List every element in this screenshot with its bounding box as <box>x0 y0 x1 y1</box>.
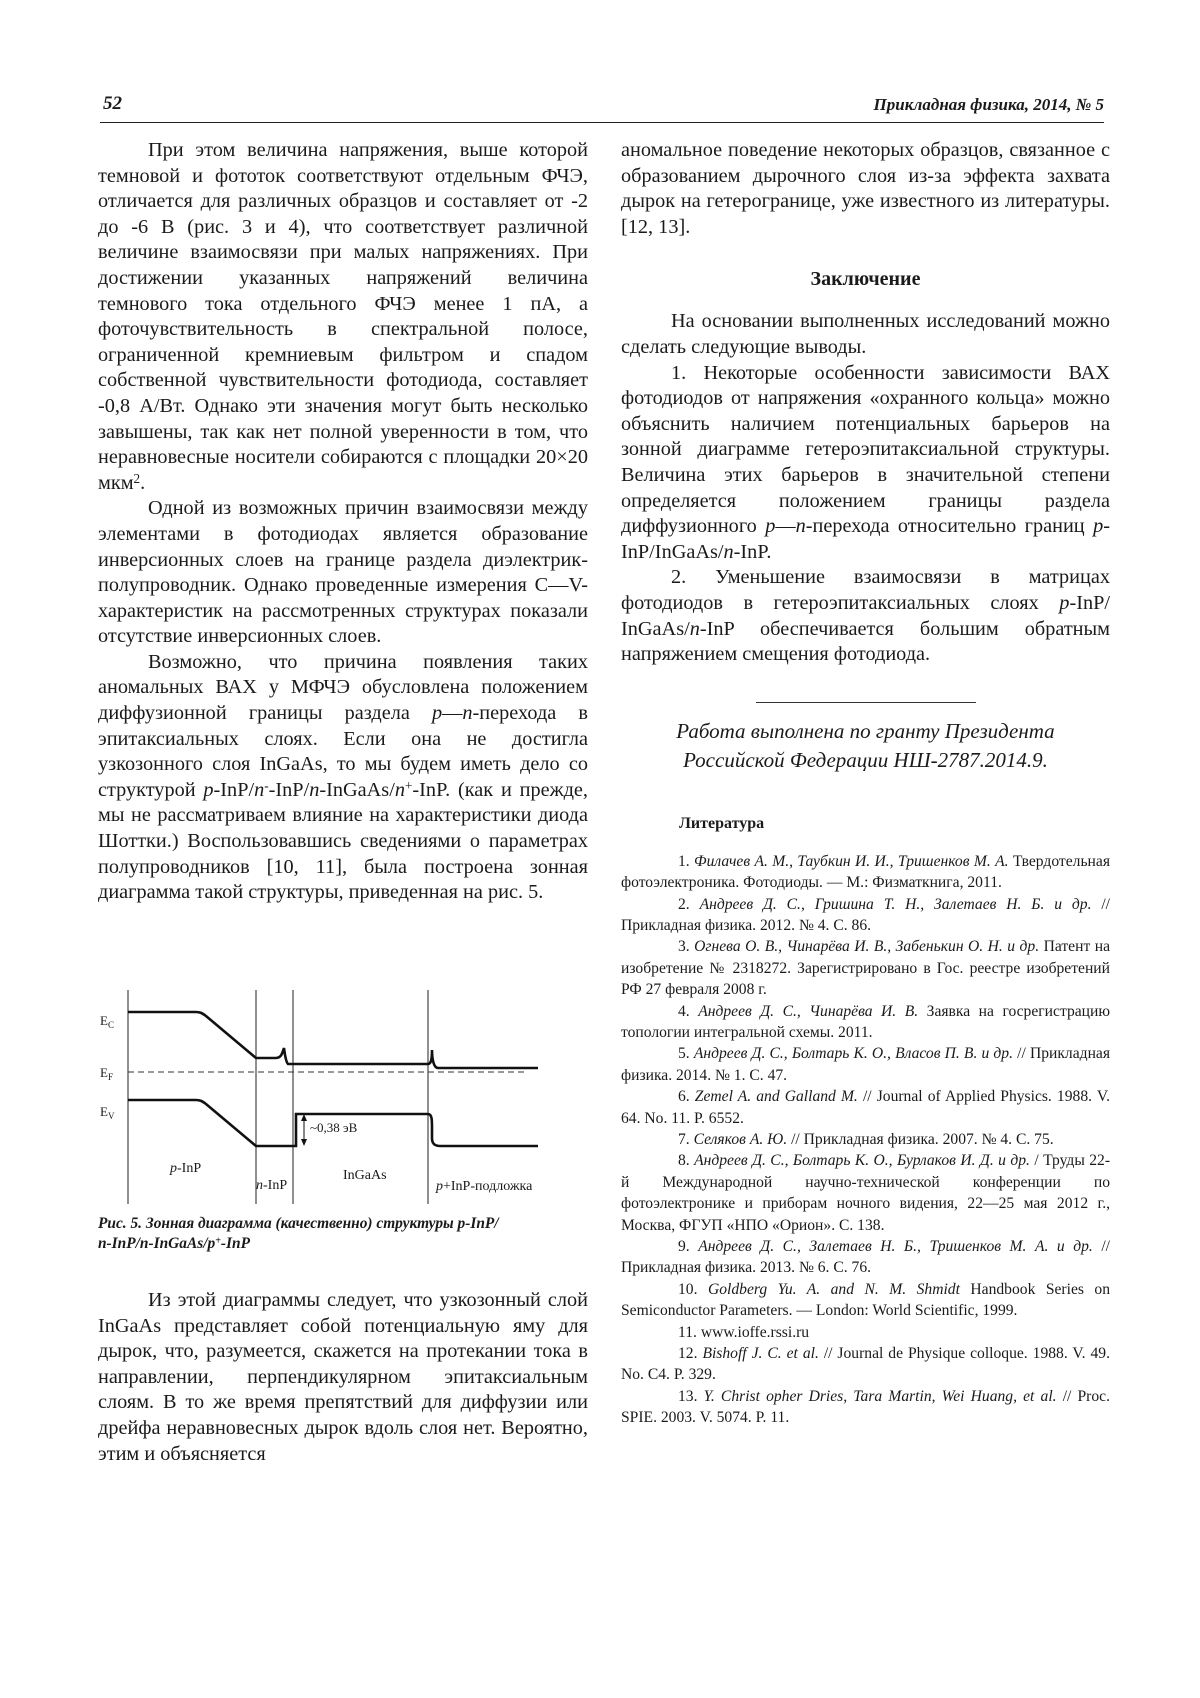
left-p3-s7sup: + <box>404 777 413 793</box>
left-p1-sup: 2 <box>133 470 141 486</box>
gap-label: ~0,38 эВ <box>310 1120 358 1135</box>
reference-number: 3. <box>678 938 695 956</box>
c2-n2: n <box>723 540 734 563</box>
left-p1-text: При этом величина напряжения, выше которой темновой и фототок соответствуют отдельным ФЧЭ, отличается для различных образцов и составляет от -2 до -6 В (рис. 3 и 4), что соответствует различной величине взаимосвязи при малых напряжениях. При достижении указанных напряжений величина темнового тока отдельного ФЧЭ менее 1 пА, а фоточувствительность в спектральной полосе, ограниченной кремниевым фильтром и спадом собственной чувствительности фотодиода, составляет -0,8 А/Вт. Однако эти значения могут быть несколько завышены, так как нет полной уверенности в том, что неравновесные носители собираются с площадки 20×20 мкм <box>98 139 588 494</box>
p-inp-label: p-InP <box>170 1161 202 1176</box>
reference-details: // Journal of Applied Physics. 1988. V. 64. No. 11. P. 6552. <box>621 1088 1110 1127</box>
c2-p2: p <box>1093 515 1104 538</box>
c3-b: -InP/ InGaAs/ <box>621 591 1110 640</box>
left-p3-n: n <box>462 702 473 725</box>
reference-item <box>621 1001 1110 1044</box>
reference-authors: Филачев А. М., Таубкин И. И., Тришенков М. А. <box>694 852 1009 870</box>
caption-part-c: -InP <box>220 1235 250 1252</box>
reference-item <box>621 1322 1110 1343</box>
caption-sup: + <box>215 1235 221 1247</box>
ev-label: $E_V$ <box>100 1104 115 1121</box>
ef-label: $E_F$ <box>100 1065 113 1082</box>
figure-caption <box>98 1214 588 1254</box>
reference-authors: Андреев Д. С., Залетаев Н. Б., Тришенков М. А. и др. <box>698 1238 1093 1255</box>
left-p3-b: -перехода в эпитаксиальных слоях. Если она не достигла узкозонного слоя InGaAs, то мы будем иметь дело со структурой <box>98 702 588 801</box>
reference-details: // Прикладная физика. 2007. № 4. С. 75. <box>787 1130 1054 1148</box>
c2-a: 1. Некоторые особенности зависимости ВАХ фотодиодов от напряжения «охранного кольца» можно объяснить наличием потенциальных барьеров на зонной диаграмме гетероэпитаксиальной структуры. Величина этих барьеров в значительной степени определяется положением границы раздела диффузионного <box>621 361 1110 538</box>
c3-a: 2. Уменьшение взаимосвязи в матрицах фотодиодов в гетероэпитаксиальных слоях <box>621 566 1110 614</box>
figure-caption-text <box>98 1214 588 1254</box>
reference-details: Патент на изобретение № 2318272. Зарегистрировано в Гос. реестре изобретений РФ 27 февраля 2008 г. <box>621 938 1110 999</box>
reference-authors: Андреев Д. С., Болтарь К. О., Бурлаков И. Д. и др. <box>694 1152 1030 1170</box>
reference-authors: Zemel A. and Galland M. <box>694 1088 858 1106</box>
reference-item <box>621 936 1110 1000</box>
reference-details: // Proc. SPIE. 2003. V. 5074. P. 11. <box>621 1387 1110 1427</box>
left-p3-a: Возможно, что причина появления таких аномальных ВАХ у МФЧЭ обусловлена положением диффузионной границы раздела <box>98 650 588 725</box>
reference-number: 9. <box>678 1238 699 1255</box>
reference-item <box>621 1343 1110 1386</box>
reference-details: Handbook Series on Semiconductor Parameters. — London: World Scientific, 1999. <box>621 1280 1111 1320</box>
left-p3-s6: -InGaAs/ <box>319 778 395 801</box>
reference-authors: Огнева О. В., Чинарёва И. В., Забенькин О. Н. и др. <box>694 938 1040 956</box>
reference-number: 1. <box>678 852 695 870</box>
gap-arrow-down <box>301 1139 307 1146</box>
reference-number: 12. <box>678 1345 703 1363</box>
reference-details: // Прикладная физика. 2013. № 6. С. 76. <box>621 1238 1110 1277</box>
left-p3-s7: n <box>394 778 405 801</box>
grant-line-1: Работа выполнена по гранту Президента <box>676 718 1055 743</box>
left-p3-s3sup: - <box>264 777 269 793</box>
reference-authors: Goldberg Yu. A. and N. M. Shmidt <box>707 1280 960 1298</box>
caption-part-b: n-InP/n-InGaAs/p <box>98 1235 216 1252</box>
left-column-bottom <box>98 1288 588 1467</box>
reference-item <box>621 894 1110 937</box>
n-inp-label: n-InP <box>256 1178 288 1193</box>
reference-item <box>621 1043 1110 1086</box>
left-p3-p: p <box>431 702 443 725</box>
reference-authors: Андреев Д. С., Чинарёва И. В. <box>698 1002 919 1020</box>
reference-details: // Прикладная физика. 2012. № 4. С. 86. <box>621 895 1110 934</box>
substrate-label: p+InP-подложка <box>436 1179 533 1194</box>
left-p3-s8: -InP. (как и прежде, мы не рассматриваем влияние на характеристики диода Шоттки.) Воспользовавшись сведениями о параметрах полупроводников [10, 11], была построена зонная диаграмма такой структуры, приведенная на рис. 5. <box>98 778 589 904</box>
reference-item <box>621 851 1110 894</box>
reference-item <box>621 1386 1110 1429</box>
c3-p: p <box>1059 591 1070 614</box>
conclusion-heading: Заключение <box>810 268 921 291</box>
conclusion-intro: На основании выполненных исследований можно сделать следующие выводы. <box>621 310 1110 358</box>
reference-details: // Прикладная физика. 2014. № 1. С. 47. <box>621 1045 1111 1084</box>
references-list <box>621 851 1110 1429</box>
caption-part-a: Рис. 5. Зонная диаграмма (качественно) структуры p-InP/ <box>98 1215 499 1232</box>
left-column <box>98 138 588 906</box>
reference-item <box>621 1279 1110 1322</box>
conduction-band <box>128 1012 538 1068</box>
grant-line-2: Российской Федерации НШ-2787.2014.9. <box>683 747 1048 772</box>
reference-item <box>621 1236 1110 1279</box>
left-paragraph-4: Из этой диаграммы следует, что узкозонный слой InGaAs представляет собой потенциальную яму для дырок, что, разумеется, скажется на протекании тока в направлении, перпендикулярном эпитаксиальным слоям. В то же время препятствий для диффузии или дрейфа неравновесных дырок вдоль слоя нет. Вероятно, этим и объясняется <box>98 1289 588 1465</box>
c2-d: -InP. <box>733 540 772 563</box>
c3-n: n <box>689 617 700 640</box>
conclusion-item-2 <box>621 565 1110 667</box>
reference-item <box>621 1086 1110 1129</box>
c2-c: -InP/InGaAs/ <box>621 515 1110 563</box>
left-p3-dash: — <box>442 702 463 725</box>
c2-n: n <box>795 515 806 538</box>
c2-b: -перехода относительно границ <box>805 515 1094 538</box>
right-column <box>621 138 1110 1429</box>
reference-details: www.ioffe.rssi.ru <box>700 1323 810 1341</box>
reference-details: // Journal de Physique colloque. 1988. V. 49. No. C4. P. 329. <box>621 1345 1110 1384</box>
reference-item <box>621 1150 1110 1236</box>
left-paragraph-1 <box>98 138 588 496</box>
left-p3-s2: -InP/ <box>213 778 255 801</box>
reference-number: 2. <box>678 895 700 913</box>
reference-number: 7. <box>678 1130 694 1148</box>
reference-details: / Труды 22-й Международной научно-технической конференции по фотоэлектронике и приборам ночного видения, 22—25 мая 2012 г., Москва, ФГУП «НПО «Орион». С. 138. <box>621 1152 1111 1234</box>
reference-authors: Bishoff J. C. et al. <box>702 1345 819 1363</box>
header-rule <box>100 122 1104 123</box>
reference-number: 10. <box>678 1280 708 1298</box>
reference-number: 13. <box>678 1387 704 1405</box>
references-heading: Литература <box>679 814 765 832</box>
reference-details: Твердотельная фотоэлектроника. Фотодиоды. — М.: Физматкнига, 2011. <box>621 852 1110 892</box>
reference-number: 11. <box>678 1323 701 1341</box>
left-p3-s1: p <box>203 778 214 801</box>
journal-running-head: Прикладная физика, 2014, № 5 <box>873 95 1104 114</box>
reference-number: 6. <box>678 1088 695 1106</box>
left-p1-end: . <box>140 471 146 494</box>
left-paragraph-3 <box>98 650 588 906</box>
left-p3-s3: n <box>254 778 265 801</box>
reference-details: Заявка на госрегистрацию топологии интегральной схемы. 2011. <box>621 1002 1111 1041</box>
reference-number: 8. <box>678 1152 695 1170</box>
reference-item <box>621 1129 1110 1150</box>
c2-p: p <box>765 515 776 538</box>
left-paragraph-2: Одной из возможных причин взаимосвязи между элементами в фотодиодах является образование инверсионных слоев на границе раздела диэлектрик-полупроводник. Однако проведенные измерения C—V-характеристик на рассмотренных структурах показали отсутствие инверсионных слоев. <box>98 497 588 648</box>
reference-authors: Селяков А. Ю. <box>693 1130 788 1148</box>
reference-number: 5. <box>678 1045 694 1063</box>
right-paragraph-1: аномальное поведение некоторых образцов, связанное с образованием дырочного слоя из-за эффекта захвата дырок на гетерогранице, уже известного из литературы. [12, 13]. <box>621 139 1110 238</box>
reference-authors: Y. Christ opher Dries, Tara Martin, Wei Huang, et al. <box>703 1387 1057 1405</box>
conclusion-item-1 <box>621 361 1110 566</box>
ec-label: $E_C$ <box>100 1013 114 1030</box>
c3-c: -InP обеспечивается большим обратным напряжением смещения фотодиода. <box>621 617 1110 666</box>
reference-number: 4. <box>678 1002 699 1020</box>
left-p3-s4: -InP/ <box>268 778 310 801</box>
reference-authors: Андреев Д. С., Болтарь К. О., Власов П. В. и др. <box>693 1045 1014 1063</box>
left-p3-s5: n <box>309 778 320 801</box>
ingaas-label: InGaAs <box>343 1168 387 1183</box>
page-number: 52 <box>103 93 122 114</box>
reference-authors: Андреев Д. С., Гришина Т. Н., Залетаев Н. Б. и др. <box>699 895 1092 913</box>
band-diagram-svg <box>98 980 588 1208</box>
band-diagram-figure <box>98 980 588 1208</box>
c2-dash: — <box>775 515 796 538</box>
